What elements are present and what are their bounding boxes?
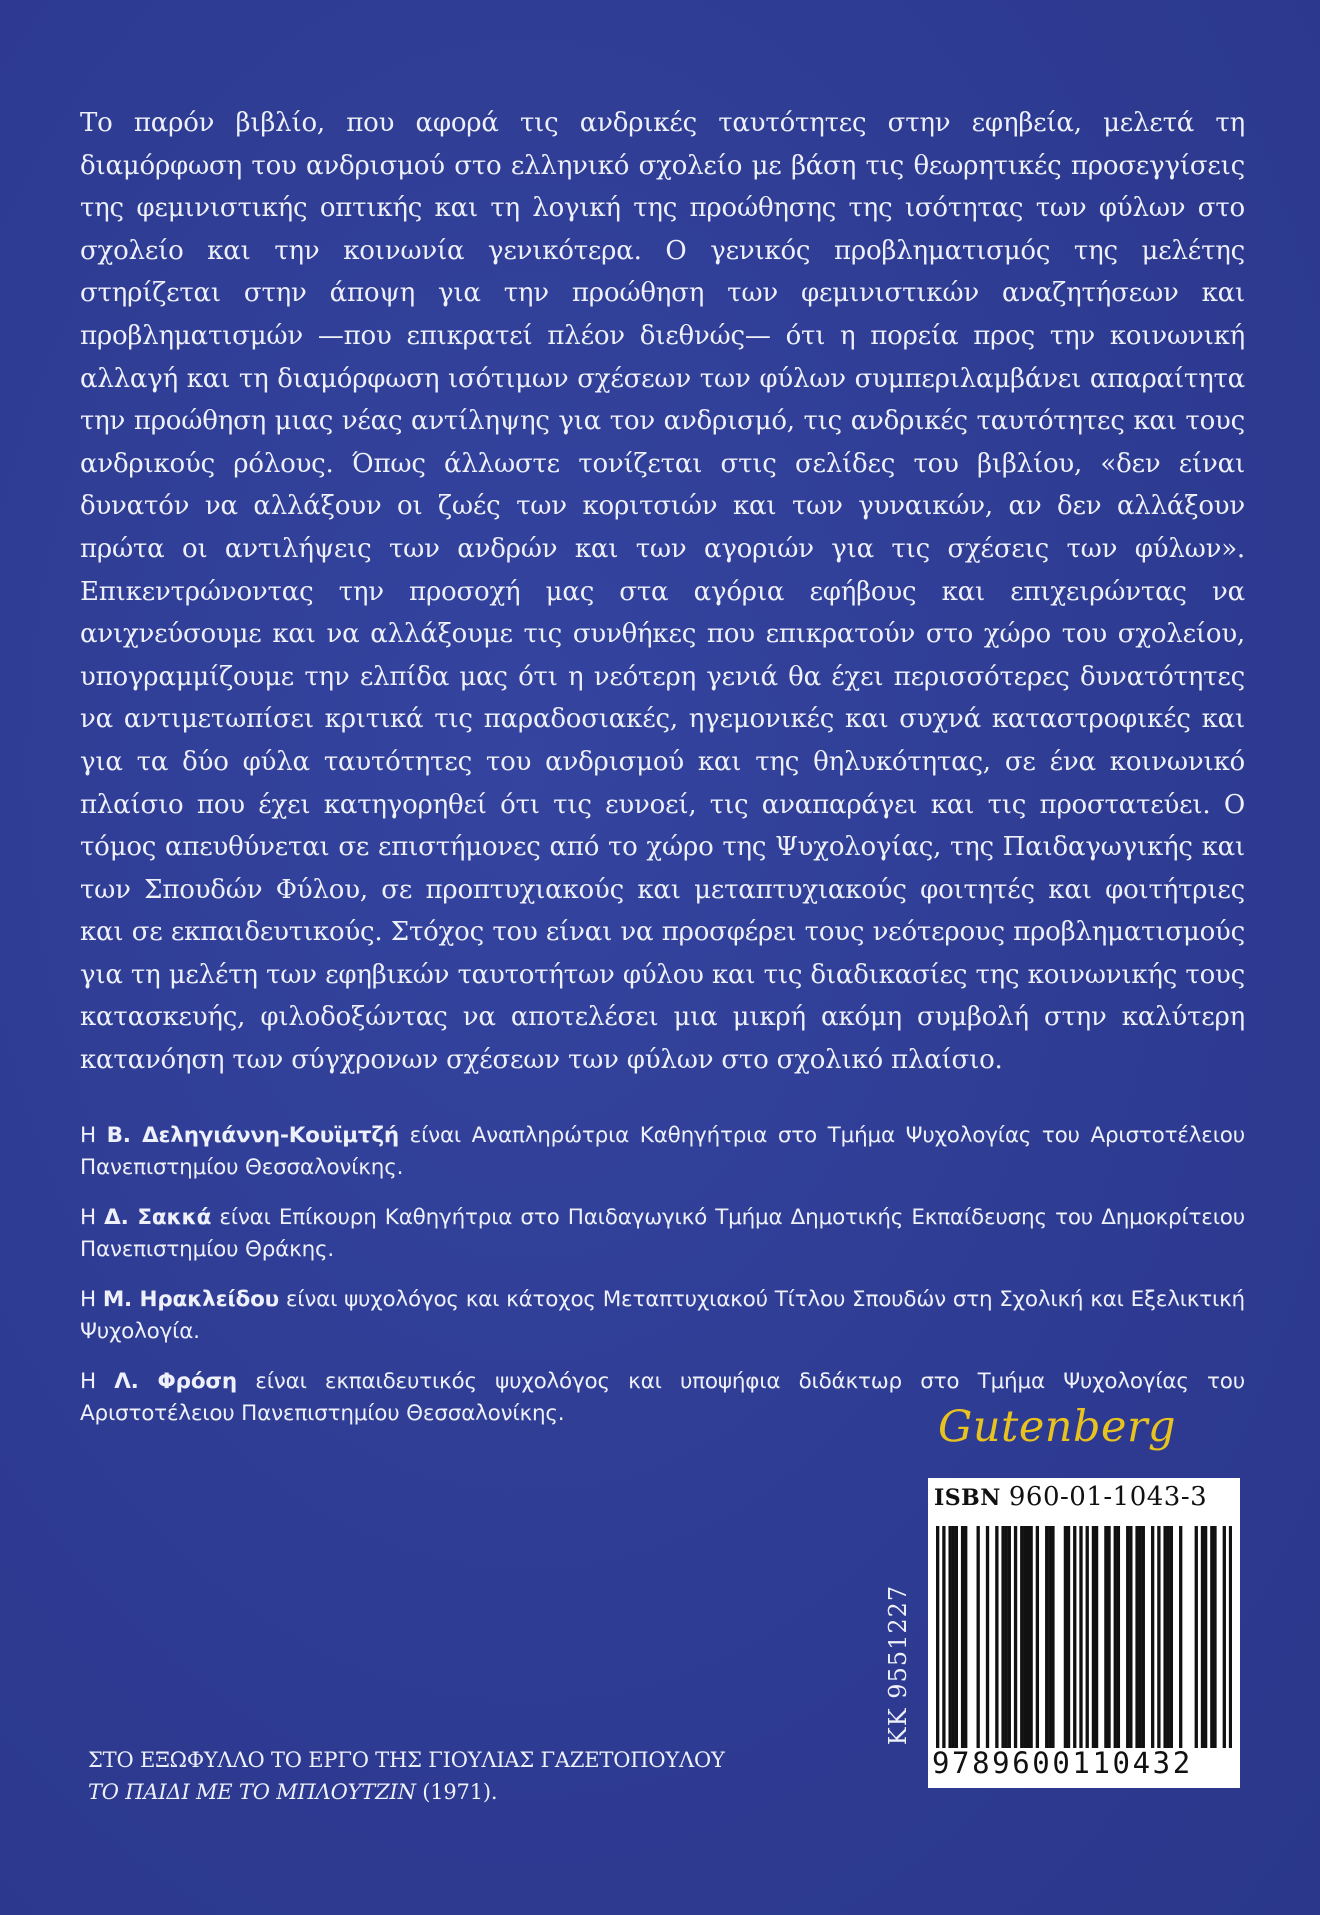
barcode-bar [1213, 1526, 1216, 1748]
barcode-digits: 9789600110432 [932, 1746, 1193, 1780]
barcode-bar [1045, 1526, 1048, 1748]
author-name: Μ. Ηρακλείδου [102, 1287, 279, 1312]
barcode-bar [1117, 1526, 1120, 1748]
barcode-bar [1005, 1526, 1008, 1748]
barcode-bar [952, 1526, 955, 1748]
artwork-year: (1971). [415, 1780, 498, 1804]
barcode-bar [1114, 1526, 1117, 1748]
barcode-bar [977, 1526, 980, 1748]
credit-line: ΣΤΟ ΕΞΩΦΥΛΛΟ ΤΟ ΕΡΓΟ ΤΗΣ ΓΙΟΥΛΙΑΣ ΓΑΖΕΤΟΠΟΥΛΟΥ [88, 1748, 725, 1772]
barcode-bar [1014, 1526, 1017, 1748]
author-prefix: Η [80, 1287, 103, 1312]
barcode-bar [1135, 1526, 1138, 1748]
barcode-bar [986, 1526, 989, 1748]
barcode-icon [936, 1526, 1232, 1748]
artwork-title: ΤΟ ΠΑΙΔΙ ΜΕ ΤΟ ΜΠΛΟΥΤΖΙΝ [88, 1780, 416, 1804]
author-prefix: Η [80, 1123, 107, 1148]
barcode-bar [1064, 1526, 1067, 1748]
barcode-bar [1023, 1526, 1026, 1748]
barcode-bar [955, 1526, 958, 1748]
author-text: είναι εκπαιδευτικός ψυχολόγος και υποψήφια διδάκτωρ στο Τμήμα Ψυχολογίας του Αριστοτέλειου Πανεπιστημίου Θεσσαλονίκης. [80, 1369, 1245, 1426]
barcode-bar [1139, 1526, 1142, 1748]
barcode-bar [1079, 1526, 1082, 1748]
author-text: είναι Επίκουρη Καθηγήτρια στο Παιδαγωγικό Τμήμα Δημοτικής Εκπαίδευσης του Δημοκρίτειου Πανεπιστημίου Θράκης. [80, 1205, 1245, 1262]
barcode-bar [1163, 1526, 1166, 1748]
barcode-bar [1167, 1526, 1170, 1748]
barcode-bar [1051, 1526, 1054, 1748]
barcode-bar [948, 1526, 951, 1748]
barcode-bar [1151, 1526, 1154, 1748]
barcode-bar [1129, 1526, 1132, 1748]
author-text: είναι ψυχολόγος και κάτοχος Μεταπτυχιακού Τίτλου Σπουδών στη Σχολική και Εξελικτική Ψυχολογία. [80, 1287, 1245, 1344]
barcode-bar [964, 1526, 967, 1748]
barcode-bar [1170, 1526, 1173, 1748]
barcode-bar [1048, 1526, 1051, 1748]
author-bio [80, 1284, 1245, 1348]
barcode-bar [1026, 1526, 1029, 1748]
barcode-bar [1142, 1526, 1145, 1748]
barcode-bar [961, 1526, 964, 1748]
isbn-number: 960-01-1043-3 [1008, 1482, 1208, 1512]
barcode-bar [942, 1526, 945, 1748]
author-prefix: Η [80, 1369, 115, 1394]
author-bio [80, 1202, 1245, 1266]
barcode-bar [1179, 1526, 1182, 1748]
barcode-bar [1029, 1526, 1032, 1748]
barcode-bar [1201, 1526, 1204, 1748]
barcode-bar [936, 1526, 939, 1748]
barcode-bar [1204, 1526, 1207, 1748]
barcode-bar [1195, 1526, 1198, 1748]
kk-code-text: KK 9551227 [884, 1584, 912, 1746]
barcode-bar [1126, 1526, 1129, 1748]
barcode-bar [1092, 1526, 1095, 1748]
barcode-bar [1086, 1526, 1089, 1748]
publisher-logo: Gutenberg [938, 1402, 1177, 1452]
blurb-text: Το παρόν βιβλίο, που αφορά τις ανδρικές ταυτότητες στην εφηβεία, μελετά τη διαμόρφωση του ανδρισμού στο ελληνικό σχολείο με βάση τις θεωρητικές προσεγγίσεις της φεμινιστικής οπτικής και τη λογική της προώθησης της ισότητας των φύλων στο σχολείο και την κοινωνία γενικότερα. Ο γενικός προβληματισμός της μελέτης στηρίζεται στην άποψη για την προώθηση των φεμινιστικών αναζητήσεων και προβληματισμών —που επικρατεί πλέον διεθνώς— ότι η πορεία προς την κοινωνική αλλαγή και τη διαμόρφωση ισότιμων σχέσεων των φύλων συμπεριλαμβάνει απαραίτητα την προώθηση μιας νέας αντίληψης για τον ανδρισμό, τις ανδρικές ταυτότητες και τους ανδρικούς ρόλους. Όπως άλλωστε τονίζεται στις σελίδες του βιβλίου, «δεν είναι δυνατόν να αλλάξουν οι ζωές των κοριτσιών και των γυναικών, αν δεν αλλάξουν πρώτα οι αντιλήψεις των ανδρών και των αγοριών για τις σχέσεις των φύλων». Επικεντρώνοντας την προσοχή μας στα αγόρια εφήβους και επιχειρώντας να ανιχνεύσουμε και να αλλάξουμε τις συνθήκες που επικρατούν στο χώρο του σχολείου, υπογραμμίζουμε την ελπίδα μας ότι η νεότερη γενιά θα έχει περισσότερες δυνατότητες να αντιμετωπίσει κριτικά τις παραδοσιακές, ηγεμονικές και συχνά καταστροφικές και για τα δύο φύλα ταυτότητες του ανδρισμού και της θηλυκότητας, σε ένα κοινωνικό πλαίσιο που έχει κατηγορηθεί ότι τις ευνοεί, τις αναπαράγει και τις προστατεύει. Ο τόμος απευθύνεται σε επιστήμονες από το χώρο της Ψυχολογίας, της Παιδαγωγικής και των Σπουδών Φύλου, σε προπτυχιακούς και μεταπτυχιακούς φοιτητές και φοιτήτριες και σε εκπαιδευτικούς. Στόχος του είναι να προσφέρει τους νεότερους προβληματισμούς για τη μελέτη των εφηβικών ταυτοτήτων φύλου και τις διαδικασίες της κοινωνικής τους κατασκευής, φιλοδοξώντας να αποτελέσει μια μικρή ακόμη συμβολή στην καλύτερη κατανόηση των σύγχρονων σχέσεων των φύλων στο σχολικό πλαίσιο. [80, 108, 1245, 1076]
barcode-bar [1107, 1526, 1110, 1748]
isbn-label: ISBN [934, 1485, 1001, 1511]
isbn-line [934, 1482, 1234, 1512]
barcode-bar [1020, 1526, 1023, 1748]
barcode-bar [1229, 1526, 1232, 1748]
author-name: Λ. Φρόση [114, 1369, 238, 1394]
barcode-bar [1104, 1526, 1107, 1748]
barcode-bar [995, 1526, 998, 1748]
kk-code [878, 1540, 918, 1790]
author-prefix: Η [80, 1205, 105, 1230]
author-name: Δ. Σακκά [104, 1205, 212, 1230]
credit-artwork [88, 1776, 848, 1808]
author-bio [80, 1120, 1245, 1184]
author-text: είναι Αναπληρώτρια Καθηγήτρια στο Τμήμα Ψυχολογίας του Αριστοτέλειου Πανεπιστημίου Θεσσαλονίκης. [80, 1123, 1245, 1180]
barcode-bar [1095, 1526, 1098, 1748]
barcode-bar [1008, 1526, 1011, 1748]
barcode-bar [1157, 1526, 1160, 1748]
barcode-bar [1001, 1526, 1004, 1748]
barcode-panel [928, 1478, 1240, 1788]
author-bios [80, 1120, 1245, 1448]
cover-credit [88, 1744, 848, 1808]
barcode-bar [1210, 1526, 1213, 1748]
barcode-bar [1073, 1526, 1076, 1748]
author-name: Β. Δεληγιάννη-Κουϊμτζή [106, 1123, 399, 1148]
barcode-bar [1036, 1526, 1039, 1748]
barcode-bar [1223, 1526, 1226, 1748]
barcode-bar [1067, 1526, 1070, 1748]
